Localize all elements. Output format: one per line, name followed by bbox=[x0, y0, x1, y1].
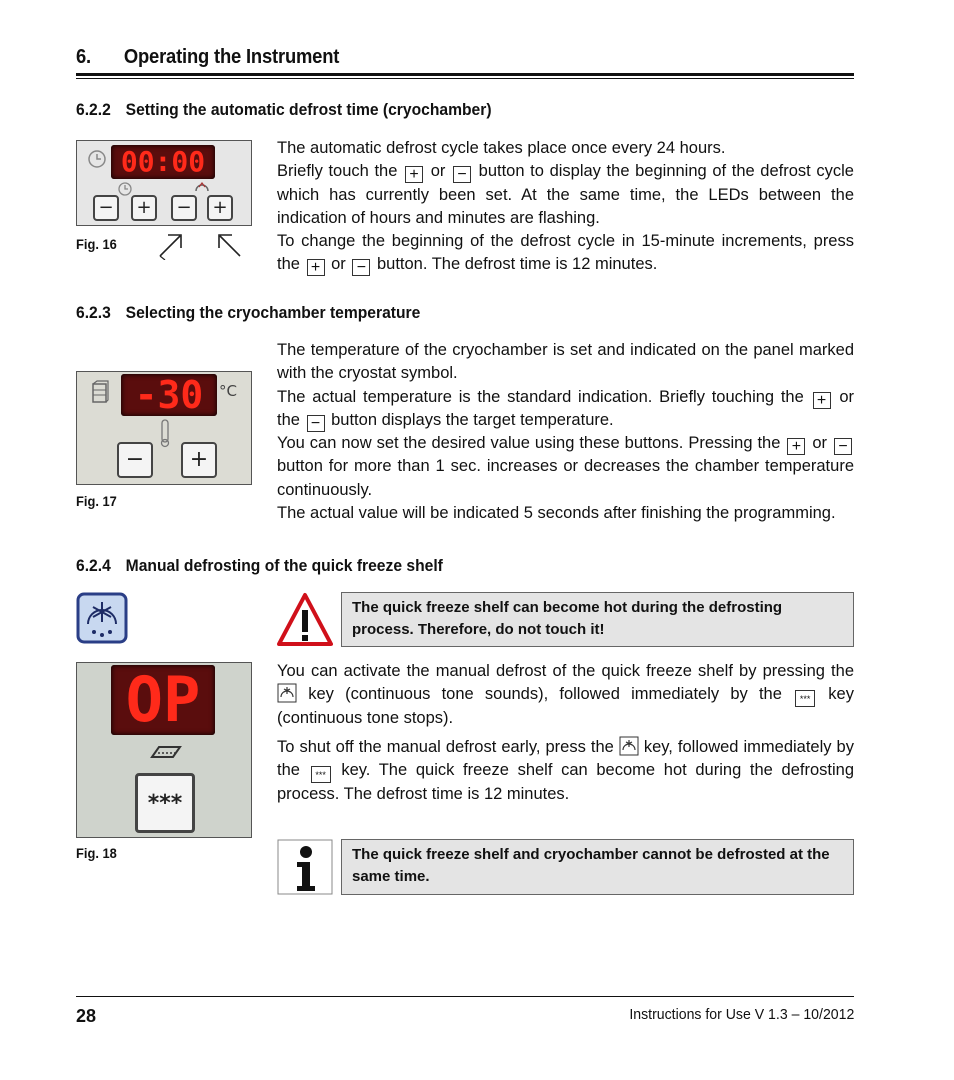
section-title: Setting the automatic defrost time (cryochamber) bbox=[125, 100, 492, 119]
quick-freeze-shelf-icon bbox=[149, 743, 183, 761]
warning-triangle-icon bbox=[277, 592, 333, 648]
clock-icon-small bbox=[117, 181, 133, 197]
section-number: 6.2.4 bbox=[76, 556, 111, 575]
text: or bbox=[430, 162, 446, 181]
header-rule bbox=[76, 73, 854, 76]
footer-rule bbox=[76, 996, 854, 997]
temperature-display: -30 bbox=[121, 374, 217, 416]
arrow-up-left-icon bbox=[212, 230, 244, 260]
section-heading-624 bbox=[76, 556, 443, 576]
defrost-stars-button[interactable]: *** bbox=[135, 773, 195, 833]
figure-label-17: Fig. 17 bbox=[76, 493, 117, 509]
section-heading-623 bbox=[76, 303, 420, 323]
plus-key-icon: + bbox=[307, 259, 325, 276]
section-623-text bbox=[277, 339, 854, 525]
plus-button-time-left[interactable]: + bbox=[131, 195, 157, 221]
info-icon bbox=[277, 839, 333, 895]
minus-button-time-right[interactable]: − bbox=[171, 195, 197, 221]
stars-key-icon: *** bbox=[795, 690, 815, 707]
text: key. The quick freeze shelf can become hot during the defrosting process. The defrost time is 12 minutes. bbox=[277, 760, 854, 803]
text: or bbox=[812, 434, 828, 453]
time-display: 00:00 bbox=[111, 145, 215, 179]
text: You can activate the manual defrost of the quick freeze shelf by pressing the bbox=[277, 662, 854, 680]
figure-label-18: Fig. 18 bbox=[76, 845, 117, 861]
text: button displays the target temperature. bbox=[331, 410, 614, 429]
section-number: 6.2.3 bbox=[76, 303, 111, 322]
minus-button-temperature[interactable]: − bbox=[117, 442, 153, 478]
document-version: Instructions for Use V 1.3 – 10/2012 bbox=[629, 1006, 854, 1023]
minus-key-icon: − bbox=[453, 166, 471, 183]
text: To change the beginning of the defrost cycle in 15-minute increments, press the bbox=[277, 232, 854, 274]
chapter-title: Operating the Instrument bbox=[123, 46, 340, 68]
text: button. The defrost time is 12 minutes. bbox=[376, 255, 658, 274]
section-heading-622 bbox=[76, 100, 492, 120]
unit-label: °C bbox=[219, 382, 237, 400]
text: or the bbox=[277, 387, 854, 429]
plus-key-icon: + bbox=[405, 166, 423, 183]
info-box: The quick freeze shelf and cryochamber cannot be defrosted at the same time. bbox=[341, 839, 854, 895]
arrow-up-right-icon bbox=[156, 230, 188, 260]
plus-key-icon: + bbox=[813, 392, 831, 409]
fig18-control-panel bbox=[76, 662, 252, 838]
chapter-number: 6. bbox=[76, 46, 91, 68]
paragraph bbox=[277, 736, 854, 807]
paragraph bbox=[277, 502, 854, 525]
paragraph bbox=[277, 386, 854, 433]
stars-key-icon: *** bbox=[311, 766, 331, 783]
header-rule-thin bbox=[76, 78, 854, 79]
section-624-text bbox=[277, 660, 854, 806]
defrost-icon-small bbox=[193, 179, 211, 195]
text: Briefly touch the bbox=[277, 162, 398, 181]
plus-key-icon: + bbox=[787, 438, 805, 455]
chapter-heading bbox=[76, 46, 339, 69]
text: button for more than 1 sec. increases or decreases the chamber temperature continuously. bbox=[277, 457, 854, 499]
section-title: Manual defrosting of the quick freeze shelf bbox=[125, 556, 443, 575]
plus-button-time-right[interactable]: + bbox=[207, 195, 233, 221]
clock-icon bbox=[87, 149, 107, 169]
defrost-key-icon bbox=[76, 592, 128, 644]
cryostat-icon bbox=[91, 380, 109, 406]
minus-button-time-left[interactable]: − bbox=[93, 195, 119, 221]
text: or bbox=[331, 255, 346, 274]
text: You can now set the desired value using these buttons. Pressing the bbox=[277, 434, 781, 453]
text: The actual value will be indicated 5 seconds after finishing the programming. bbox=[277, 504, 836, 523]
minus-key-icon: − bbox=[307, 415, 325, 432]
defrost-key-inline-icon bbox=[619, 736, 639, 756]
text: The actual temperature is the standard indication. Briefly touching the bbox=[277, 387, 804, 406]
minus-key-icon: − bbox=[352, 259, 370, 276]
thermometer-icon bbox=[159, 418, 171, 448]
text: The temperature of the cryochamber is set and indicated on the panel marked with the cryostat symbol. bbox=[277, 341, 854, 383]
paragraph bbox=[277, 160, 854, 230]
paragraph bbox=[277, 432, 854, 502]
minus-key-icon: − bbox=[834, 438, 852, 455]
defrost-display: OP bbox=[111, 665, 215, 735]
section-title: Selecting the cryochamber temperature bbox=[125, 303, 421, 322]
section-number: 6.2.2 bbox=[76, 100, 111, 119]
text: To shut off the manual defrost early, press the bbox=[277, 737, 614, 756]
text: button to display the beginning of the defrost cycle which has currently been set. At the same time, the LEDs between the indication of hours and minutes are flashing. bbox=[277, 162, 854, 227]
paragraph bbox=[277, 339, 854, 386]
text: key (continuous tone stops). bbox=[277, 685, 854, 728]
paragraph bbox=[277, 660, 854, 731]
section-622-text bbox=[277, 137, 854, 277]
fig17-control-panel bbox=[76, 371, 252, 485]
plus-button-temperature[interactable]: + bbox=[181, 442, 217, 478]
fig16-control-panel bbox=[76, 140, 252, 226]
warning-box: The quick freeze shelf can become hot during the defrosting process. Therefore, do not touch it! bbox=[341, 592, 854, 647]
text: key, followed immediately by the bbox=[277, 737, 854, 779]
figure-label-16: Fig. 16 bbox=[76, 236, 117, 252]
paragraph bbox=[277, 230, 854, 277]
text: key (continuous tone sounds), followed immediately by the bbox=[308, 685, 782, 704]
defrost-key-inline-icon bbox=[277, 683, 297, 703]
page-number: 28 bbox=[76, 1006, 97, 1026]
text: The automatic defrost cycle takes place once every 24 hours. bbox=[277, 139, 726, 157]
paragraph bbox=[277, 137, 854, 160]
